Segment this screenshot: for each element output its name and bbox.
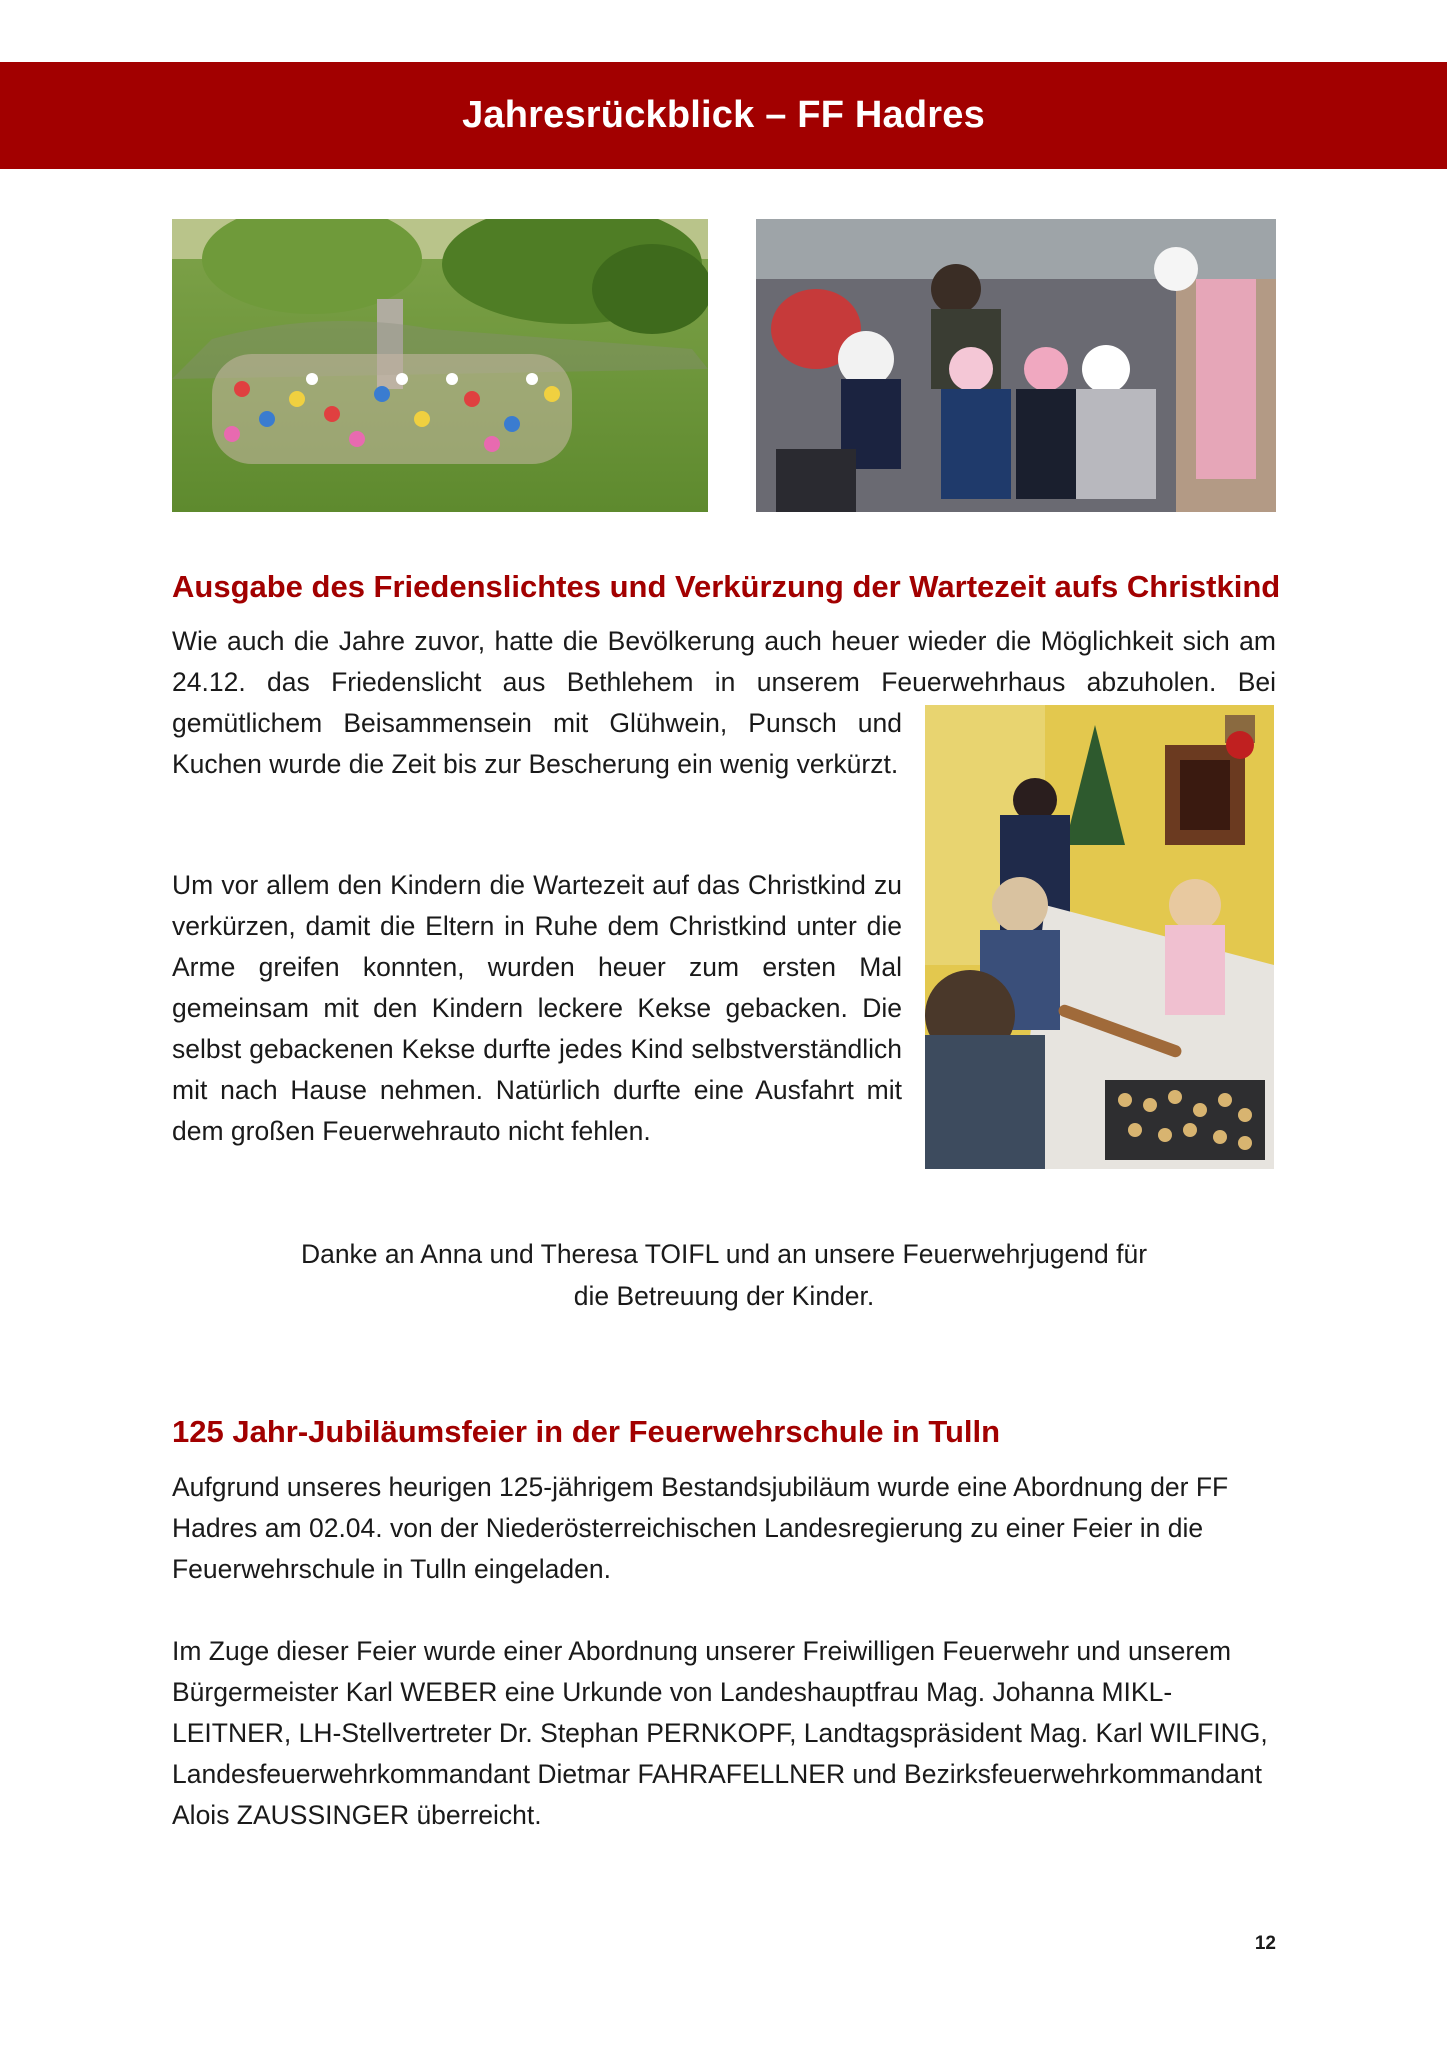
thanks-line-1: Danke an Anna und Theresa TOIFL und an unsere Feuerwehrjugend für <box>300 1239 1148 1269</box>
section-heading-friedenslicht: Ausgabe des Friedenslichtes und Verkürzung der Wartezeit aufs Christkind <box>172 569 1281 604</box>
paragraph-friedenslicht-intro: Wie auch die Jahre zuvor, hatte die Bevölkerung auch heuer wieder die Möglichkeit sich am 24.12. das Friedenslicht aus Bethlehem in unserem Feuerwehrhaus abzuholen. Bei <box>172 626 1276 697</box>
paragraph-jubilaeum-urkunde: Im Zuge dieser Feier wurde einer Abordnung unserer Freiwilligen Feuerwehr und unserem Bürgermeister Karl WEBER eine Urkunde von Landeshauptfrau Mag. Johanna MIKL-LEITNER, LH-Stellvertreter Dr. Stephan PERNKOPF, Landtagspräsident Mag. Karl WILFING, Landesfeuerwehrkommandant Dietmar FAHRAFELLNER und Bezirksfeuerwehrkommandant Alois ZAUSSINGER überreicht. <box>172 1636 1268 1830</box>
group-photo <box>172 219 708 512</box>
section-heading-jubilaeum: 125 Jahr-Jubiläumsfeier in der Feuerwehrschule in Tulln <box>172 1414 1001 1449</box>
paragraph-kekse-backen: Um vor allem den Kindern die Wartezeit auf das Christkind zu verkürzen, damit die Eltern in Ruhe dem Christkind unter die Arme greifen konnten, wurden heuer zum ersten Mal gemeinsam mit den Kindern leckere Kekse gebacken. Die selbst gebackenen Kekse durfte jedes Kind selbstverständlich mit nach Hause nehmen. Natürlich durfte eine Ausfahrt mit dem großen Feuerwehrauto nicht fehlen. <box>172 870 902 1146</box>
thanks-line-2: die Betreuung der Kinder. <box>573 1281 875 1311</box>
paragraph-friedenslicht-intro-cont: gemütlichem Beisammensein mit Glühwein, Punsch und Kuchen wurde die Zeit bis zur Bescherung ein wenig verkürzt. <box>172 708 902 779</box>
group-photo-image <box>172 219 708 512</box>
page-title: Jahresrückblick – FF Hadres <box>462 94 985 136</box>
thanks-note <box>172 1233 1276 1317</box>
header-band <box>0 62 1447 169</box>
cookie-baking-image <box>925 705 1274 1169</box>
children-with-helmets-image <box>756 219 1276 512</box>
paragraph-jubilaeum-einladung: Aufgrund unseres heurigen 125-jährigem Bestandsjubiläum wurde eine Abordnung der FF Hadres am 02.04. von der Niederösterreichischen Landesregierung zu einer Feier in die Feuerwehrschule in Tulln eingeladen. <box>172 1472 1229 1584</box>
children-with-helmets-photo <box>756 219 1276 512</box>
page-number: 12 <box>1254 1933 1276 1954</box>
cookie-baking-photo <box>925 705 1274 1169</box>
